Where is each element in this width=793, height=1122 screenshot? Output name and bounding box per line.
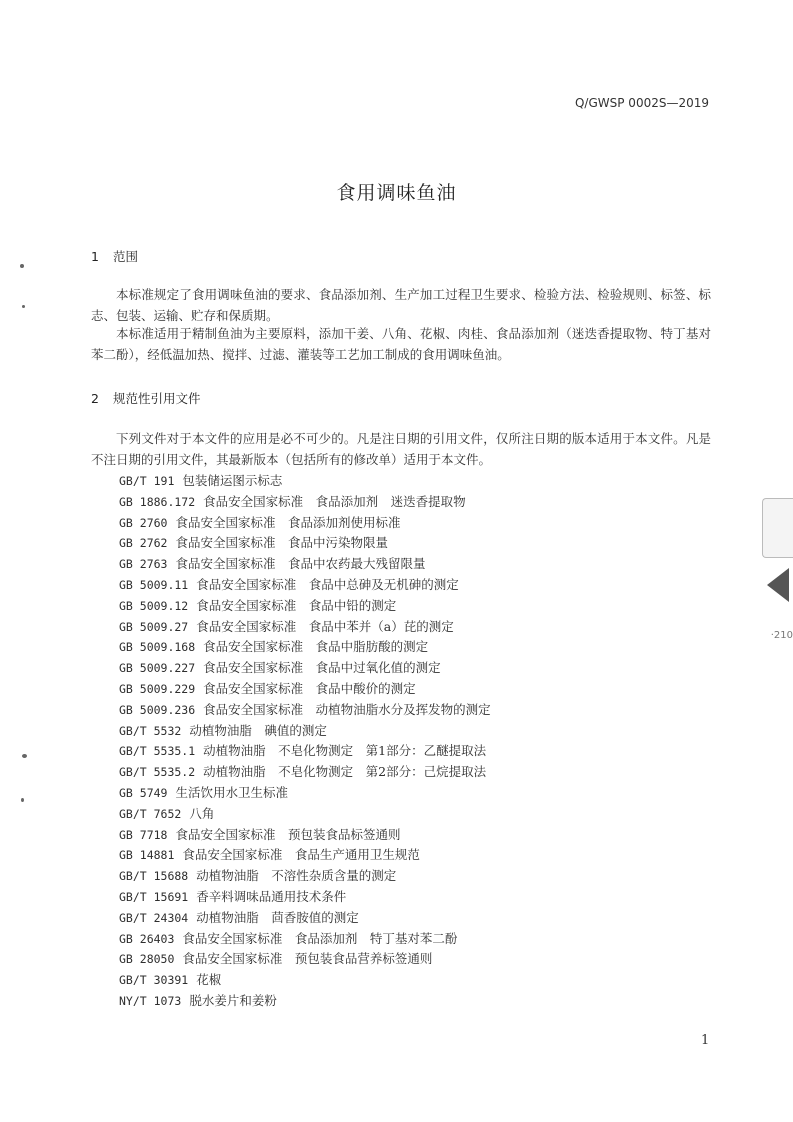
reference-title: 脱水姜片和姜粉: [189, 992, 277, 1008]
reference-title: 食品安全国家标准 食品中污染物限量: [175, 535, 388, 551]
reference-title: 动植物油脂 不溶性杂质含量的测定: [196, 868, 397, 884]
reference-title: 食品安全国家标准 食品生产通用卫生规范: [182, 847, 420, 863]
scope-paragraph-2: 本标准适用于精制鱼油为主要原料，添加干姜、八角、花椒、肉桂、食品添加剂（迷迭香提取物、特丁基对苯二酚），经低温加热、搅拌、过滤、灌装等工艺加工制成的食用调味鱼油。: [91, 326, 711, 362]
reference-title: 动植物油脂 不皂化物测定 第1部分：乙醚提取法: [203, 743, 487, 759]
section-title: 规范性引用文件: [113, 391, 201, 406]
reference-title: 生活饮用水卫生标准: [175, 784, 288, 800]
reference-code: GB 5749: [119, 785, 168, 800]
reference-item: [119, 575, 491, 596]
reference-item: [119, 804, 491, 825]
reference-title: 食品安全国家标准 食品添加剂 迷迭香提取物: [203, 493, 466, 509]
reference-item: [119, 679, 491, 700]
reference-title: 食品安全国家标准 食品添加剂使用标准: [175, 514, 401, 530]
reference-item: [119, 783, 491, 804]
reference-item: [119, 762, 491, 783]
section-2-heading: [91, 389, 201, 407]
scope-paragraph-1: 本标准规定了食用调味鱼油的要求、食品添加剂、生产加工过程卫生要求、检验方法、检验规则、标签、标志、包装、运输、贮存和保质期。: [91, 287, 711, 323]
section-number: 2: [91, 391, 99, 406]
reference-item: [119, 617, 491, 638]
section-title: 范围: [113, 249, 139, 264]
reference-code: GB 14881: [119, 848, 175, 863]
reference-code: GB/T 30391: [119, 973, 189, 988]
reference-title: 食品安全国家标准 食品中农药最大残留限量: [175, 556, 426, 572]
reference-item: [119, 721, 491, 742]
reference-code: GB/T 5532: [119, 723, 182, 738]
reference-title: 包装储运图示标志: [182, 473, 283, 488]
reference-item: [119, 908, 491, 929]
reference-code: GB 5009.229: [119, 681, 196, 696]
reference-item: [119, 741, 491, 762]
reference-list: [119, 471, 491, 1012]
reference-code: GB 28050: [119, 952, 175, 967]
reference-code: GB 1886.172: [119, 494, 196, 509]
reference-title: 食品安全国家标准 预包装食品标签通则: [175, 826, 401, 842]
reference-title: 食品安全国家标准 食品添加剂 特丁基对苯二酚: [182, 930, 458, 946]
reference-code: NY/T 1073: [119, 993, 182, 1008]
reference-title: 食品安全国家标准 食品中脂肪酸的测定: [203, 639, 429, 655]
scan-speck: [22, 305, 25, 308]
reference-title: 八角: [189, 805, 215, 821]
reference-code: GB/T 191: [119, 474, 175, 488]
reference-code: GB 5009.12: [119, 598, 189, 613]
reference-item: [119, 866, 491, 887]
reference-title: 花椒: [196, 972, 222, 988]
document-code: Q/GWSP 0002S—2019: [574, 96, 709, 110]
reference-item: [119, 596, 491, 617]
reference-code: GB 5009.236: [119, 702, 196, 717]
reference-title: 食品安全国家标准 食品中铅的测定: [196, 597, 397, 613]
reference-title: 动植物油脂 碘值的测定: [189, 722, 327, 738]
references-intro: 下列文件对于本文件的应用是必不可少的。凡是注日期的引用文件，仅所注日期的版本适用于本文件。凡是不注日期的引用文件，其最新版本（包括所有的修改单）适用于本文件。: [91, 431, 711, 467]
reference-title: 香辛料调味品通用技术条件: [196, 888, 347, 904]
document-title: 食用调味鱼油: [336, 182, 457, 204]
reference-item: [119, 991, 491, 1012]
reference-title: 食品安全国家标准 食品中过氧化值的测定: [203, 660, 441, 676]
reference-item: [119, 949, 491, 970]
margin-stamp: [762, 498, 793, 558]
reference-item: [119, 658, 491, 679]
reference-code: GB 5009.168: [119, 640, 196, 655]
reference-code: GB 5009.11: [119, 577, 189, 592]
reference-item: [119, 513, 491, 534]
reference-code: GB/T 15691: [119, 889, 189, 904]
reference-title: 食品安全国家标准 食品中总砷及无机砷的测定: [196, 576, 459, 592]
reference-item: [119, 533, 491, 554]
reference-item: [119, 554, 491, 575]
reference-code: GB/T 15688: [119, 869, 189, 884]
margin-stamp-text: ·210: [770, 630, 793, 641]
scan-speck: [22, 754, 27, 758]
section-number: 1: [91, 249, 99, 264]
reference-item: [119, 887, 491, 908]
reference-title: 食品安全国家标准 食品中苯并（a）芘的测定: [196, 618, 454, 634]
reference-code: GB/T 5535.1: [119, 744, 196, 759]
reference-code: GB 5009.27: [119, 619, 189, 634]
reference-item: [119, 970, 491, 991]
scan-speck: [20, 264, 24, 268]
reference-item: [119, 929, 491, 950]
reference-item: [119, 471, 491, 492]
reference-code: GB 26403: [119, 931, 175, 946]
section-1-heading: [91, 247, 138, 265]
reference-title: 动植物油脂 不皂化物测定 第2部分：己烷提取法: [203, 764, 487, 780]
reference-code: GB 2762: [119, 536, 168, 551]
page-number: 1: [701, 1033, 710, 1048]
reference-code: GB 5009.227: [119, 661, 196, 676]
margin-stamp-mark-icon: [767, 568, 789, 602]
reference-code: GB 7718: [119, 827, 168, 842]
reference-title: 食品安全国家标准 食品中酸价的测定: [203, 680, 416, 696]
reference-code: GB/T 5535.2: [119, 765, 196, 780]
reference-title: 食品安全国家标准 预包装食品营养标签通则: [182, 951, 433, 967]
scan-speck: [21, 798, 24, 802]
reference-item: [119, 700, 491, 721]
reference-code: GB/T 7652: [119, 806, 182, 821]
reference-code: GB 2760: [119, 515, 168, 530]
reference-code: GB/T 24304: [119, 910, 189, 925]
reference-item: [119, 825, 491, 846]
reference-item: [119, 492, 491, 513]
reference-item: [119, 637, 491, 658]
reference-item: [119, 845, 491, 866]
reference-code: GB 2763: [119, 557, 168, 572]
reference-title: 动植物油脂 茴香胺值的测定: [196, 909, 359, 925]
reference-title: 食品安全国家标准 动植物油脂水分及挥发物的测定: [203, 701, 491, 717]
